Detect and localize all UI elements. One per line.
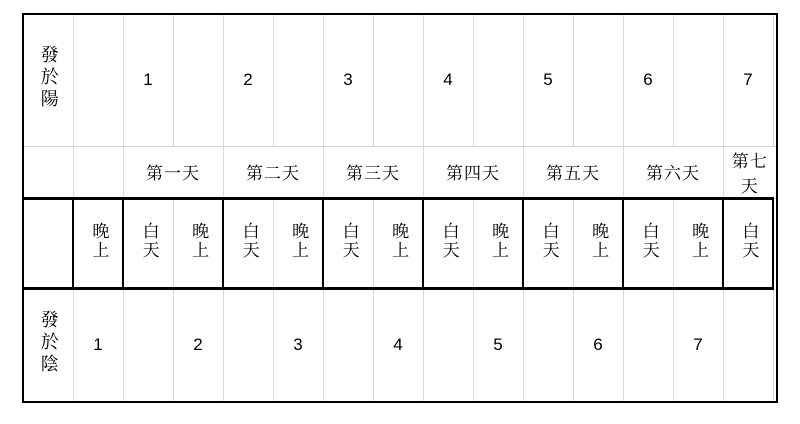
half-day-label: 晚上 [189,221,209,260]
yin-number-4: 4 [373,288,423,402]
cell-empty-n7 [723,288,773,402]
half-day-1-day [123,198,173,288]
day-label-4: 第四天 [423,146,523,198]
half-day-12-night [673,198,723,288]
row-label-yang-text: 發於陽 [38,44,59,111]
yin-number-3: 3 [273,288,323,402]
row-label-yang [23,14,73,146]
half-day-label: 白天 [539,221,559,260]
schedule-table [22,13,778,403]
cell-empty-halfday-left [23,198,73,288]
half-day-13-day [723,198,773,288]
cell-empty-y6 [673,14,723,146]
day-label-5: 第五天 [523,146,623,198]
cell-empty-y2 [273,14,323,146]
half-day-label: 白天 [439,221,459,260]
half-day-label: 晚上 [489,221,509,260]
cell-empty-n1 [123,288,173,402]
cell-empty-y1 [173,14,223,146]
day-label-2: 第二天 [223,146,323,198]
day-label-3: 第三天 [323,146,423,198]
half-day-label: 晚上 [589,221,609,260]
half-day-label: 白天 [639,221,659,260]
row-label-yin-text: 發於陰 [38,309,59,376]
cell-empty-n4 [423,288,473,402]
half-day-label: 白天 [139,221,159,260]
half-day-5-day [323,198,373,288]
table-row-yin-numbers [23,288,777,402]
half-day-label: 白天 [739,221,759,260]
half-day-11-day [623,198,673,288]
half-day-6-night [373,198,423,288]
half-day-8-night [473,198,523,288]
day-label-1: 第一天 [123,146,223,198]
table-row-day-labels [23,146,777,198]
table-row-yang-numbers [23,14,777,146]
cell-empty-y3 [373,14,423,146]
half-day-0-night [73,198,123,288]
cell-empty-daylabel-row [23,146,73,198]
yin-number-6: 6 [573,288,623,402]
yang-number-4: 4 [423,14,473,146]
half-day-7-day [423,198,473,288]
cell-empty-n3 [323,288,373,402]
day-label-7: 第七天 [723,146,777,198]
half-day-label: 白天 [339,221,359,260]
half-day-10-night [573,198,623,288]
yin-number-7: 7 [673,288,723,402]
cell-empty-n2 [223,288,273,402]
day-label-6: 第六天 [623,146,723,198]
cell-empty-n6 [623,288,673,402]
half-day-9-day [523,198,573,288]
yin-number-2: 2 [173,288,223,402]
half-day-4-night [273,198,323,288]
cell-spacer-yang [73,14,123,146]
half-day-label: 晚上 [389,221,409,260]
half-day-3-day [223,198,273,288]
table-row-half-day [23,198,777,288]
yang-number-2: 2 [223,14,273,146]
half-day-label: 晚上 [689,221,709,260]
half-day-2-night [173,198,223,288]
half-day-label: 晚上 [289,221,309,260]
row-label-yin [23,288,73,402]
yang-number-1: 1 [123,14,173,146]
yang-number-7: 7 [723,14,773,146]
yin-number-1: 1 [73,288,123,402]
cell-spacer-daylabel [73,146,123,198]
yang-number-6: 6 [623,14,673,146]
cell-empty-y4 [473,14,523,146]
half-day-label: 晚上 [89,221,109,260]
yang-number-3: 3 [323,14,373,146]
half-day-label: 白天 [239,221,259,260]
cell-empty-n5 [523,288,573,402]
yang-number-5: 5 [523,14,573,146]
cell-empty-y5 [573,14,623,146]
yin-number-5: 5 [473,288,523,402]
